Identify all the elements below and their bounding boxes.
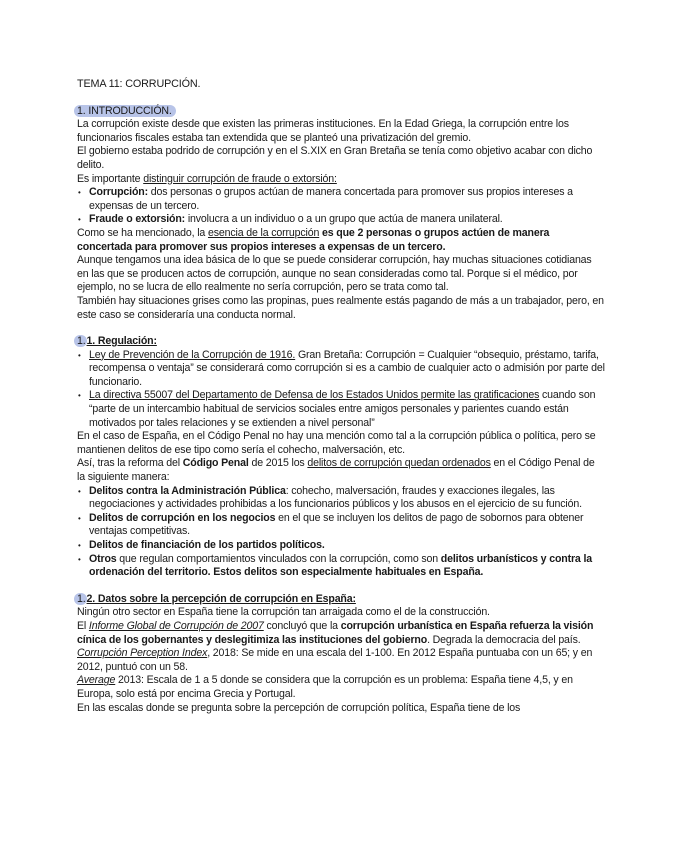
underlined-text: distinguir corrupción de fraude o extorsión: bbox=[143, 172, 337, 185]
list-item bbox=[77, 553, 605, 580]
underlined-text: esencia de la corrupción bbox=[207, 226, 320, 239]
section-heading-datos bbox=[77, 593, 605, 607]
text: Así, tras la reforma del bbox=[77, 457, 183, 470]
paragraph bbox=[77, 620, 605, 647]
text: Gran Bretaña: Corrupción = Cualquier “obsequio, préstamo, tarifa, recompensa o ventaja” se considerará como corrupción si es a cambio de cualquier acto o admisión por parte del funcionario. bbox=[89, 348, 605, 388]
list-item bbox=[77, 213, 605, 227]
spacer bbox=[77, 322, 605, 335]
list-item bbox=[77, 349, 605, 390]
text: Como se ha mencionado, la bbox=[77, 226, 208, 239]
paragraph: Aunque tengamos una idea básica de lo que se puede considerar corrupción, hay muchas situaciones cotidianas en las que se producen actos de corrupción, aunque no sean consideradas como tal. Porque si el médico, por ejemplo, no se lucra de ello realmente no sería corrupción, pero se trata como tal. bbox=[77, 254, 592, 294]
section-heading-introduccion bbox=[77, 105, 605, 119]
term: Fraude o extorsión: bbox=[89, 213, 186, 226]
list-item bbox=[77, 539, 605, 553]
bold-text: delitos urbanísticos y contra la ordenación del territorio. Estos delitos son especialmente habituales en España. bbox=[89, 552, 593, 579]
paragraph: En el caso de España, en el Código Penal no hay una mención como tal a la corrupción pública o política, pero se mantienen delitos de ese tipo como sería el cohecho, malversación, etc. bbox=[77, 430, 596, 456]
paragraph: También hay situaciones grises como las propinas, pues realmente estás pagando de más a un trabajador, pero, en este caso se consideraría una conducta normal. bbox=[77, 294, 604, 321]
paragraph bbox=[77, 227, 605, 254]
heading-text: 1. Regulación: bbox=[86, 335, 157, 348]
text: . Degrada la democracia del país. bbox=[427, 633, 581, 646]
term: Delitos contra la Administración Pública bbox=[89, 484, 286, 497]
list-item bbox=[77, 485, 605, 512]
text: 2013: Escala de 1 a 5 donde se considera que la corrupción es un problema: España tiene 4,5, y en Europa, solo está por encima Grecia y Portugal. bbox=[77, 674, 573, 700]
document-page bbox=[77, 78, 605, 715]
text: de 2015 los bbox=[248, 457, 308, 470]
text: El bbox=[77, 619, 89, 632]
bold-text: corrupción urbanística en España refuerza la visión cínica de los gobernantes y deslegitimiza las instituciones del gobierno bbox=[77, 619, 594, 646]
spacer bbox=[77, 580, 605, 593]
paragraph: El gobierno estaba podrido de corrupción y en el S.XIX en Gran Bretaña se tenía como objetivo acabar con dicho delito. bbox=[77, 145, 593, 171]
paragraph bbox=[77, 457, 605, 484]
section-heading-regulacion bbox=[77, 335, 605, 349]
text: concluyó que la bbox=[263, 619, 341, 632]
underlined-text: Ley de Prevención de la Corrupción de 1916. bbox=[89, 348, 296, 361]
heading-number-highlight: 1. bbox=[74, 593, 87, 605]
underlined-text: delitos de corrupción quedan ordenados bbox=[307, 457, 491, 470]
heading-number-highlight: 1. bbox=[74, 335, 87, 347]
list-item bbox=[77, 186, 605, 213]
paragraph: En las escalas donde se pregunta sobre la percepción de corrupción política, España tiene de los bbox=[77, 701, 521, 714]
paragraph: La corrupción existe desde que existen las primeras instituciones. En la Edad Griega, la corrupción entre los funcionarios fiscales estaba tan extendida que se planteó una privatización del gremio. bbox=[77, 118, 569, 144]
text: dos personas o grupos actúan de manera concertada para promover sus propios intereses a expensas de un tercero. bbox=[89, 186, 573, 212]
bold-text: Código Penal bbox=[182, 457, 249, 470]
italic-underlined-text: Corrupción Perception Index bbox=[77, 647, 208, 660]
paragraph bbox=[77, 173, 605, 187]
document-title: TEMA 11: CORRUPCIÓN. bbox=[77, 78, 201, 90]
list-item bbox=[77, 512, 605, 539]
term: Delitos de financiación de los partidos políticos. bbox=[89, 539, 325, 551]
text: : cohecho, malversación, fraudes y exacciones ilegales, las negociaciones y actividades prohibidas a los funcionarios públicos y los abusos en el ejercicio de su función. bbox=[89, 484, 582, 511]
underlined-text: La directiva 55007 del Departamento de Defensa de los Estados Unidos permite las gratificaciones bbox=[89, 389, 540, 402]
text: Es importante bbox=[77, 172, 144, 185]
text: en el que se incluyen los delitos de pago de sobornos para obtener ventajas competitivas. bbox=[89, 511, 584, 538]
text: , 2018: Se mide en una escala del 1-100. En 2012 España puntuaba con un 65; y en 2012, puntuó con un 58. bbox=[77, 647, 593, 673]
term: Otros bbox=[89, 552, 117, 565]
heading-text: 2. Datos sobre la percepción de corrupción en España: bbox=[86, 592, 356, 605]
paragraph bbox=[77, 674, 605, 701]
italic-underlined-text: Informe Global de Corrupción de 2007 bbox=[88, 619, 264, 632]
term: Corrupción: bbox=[89, 186, 148, 199]
text: cuando son “parte de un intercambio habitual de servicios sociales entre amigos personales y parientes cuando están motivados por tales relaciones y se extienden a nivel personal” bbox=[89, 389, 596, 429]
text: involucra a un individuo o a un grupo que actúa de manera unilateral. bbox=[185, 213, 503, 226]
paragraph bbox=[77, 647, 605, 674]
text: que regulan comportamientos vinculados con la corrupción, como son bbox=[116, 552, 441, 565]
heading-highlight: 1. INTRODUCCIÓN. bbox=[74, 105, 176, 117]
italic-underlined-text: Average bbox=[77, 674, 116, 687]
bullet-list bbox=[77, 186, 605, 227]
bullet-list bbox=[77, 349, 605, 431]
bold-text: es que 2 personas o grupos actúen de manera concertada para promover sus propios intereses a expensas de un tercero. bbox=[77, 226, 550, 253]
term: Delitos de corrupción en los negocios bbox=[89, 511, 276, 524]
paragraph: Ningún otro sector en España tiene la corrupción tan arraigada como el de la construcción. bbox=[77, 606, 490, 619]
bullet-list bbox=[77, 485, 605, 580]
text: en el Código Penal de la siguiente manera: bbox=[77, 457, 595, 484]
list-item bbox=[77, 389, 605, 430]
